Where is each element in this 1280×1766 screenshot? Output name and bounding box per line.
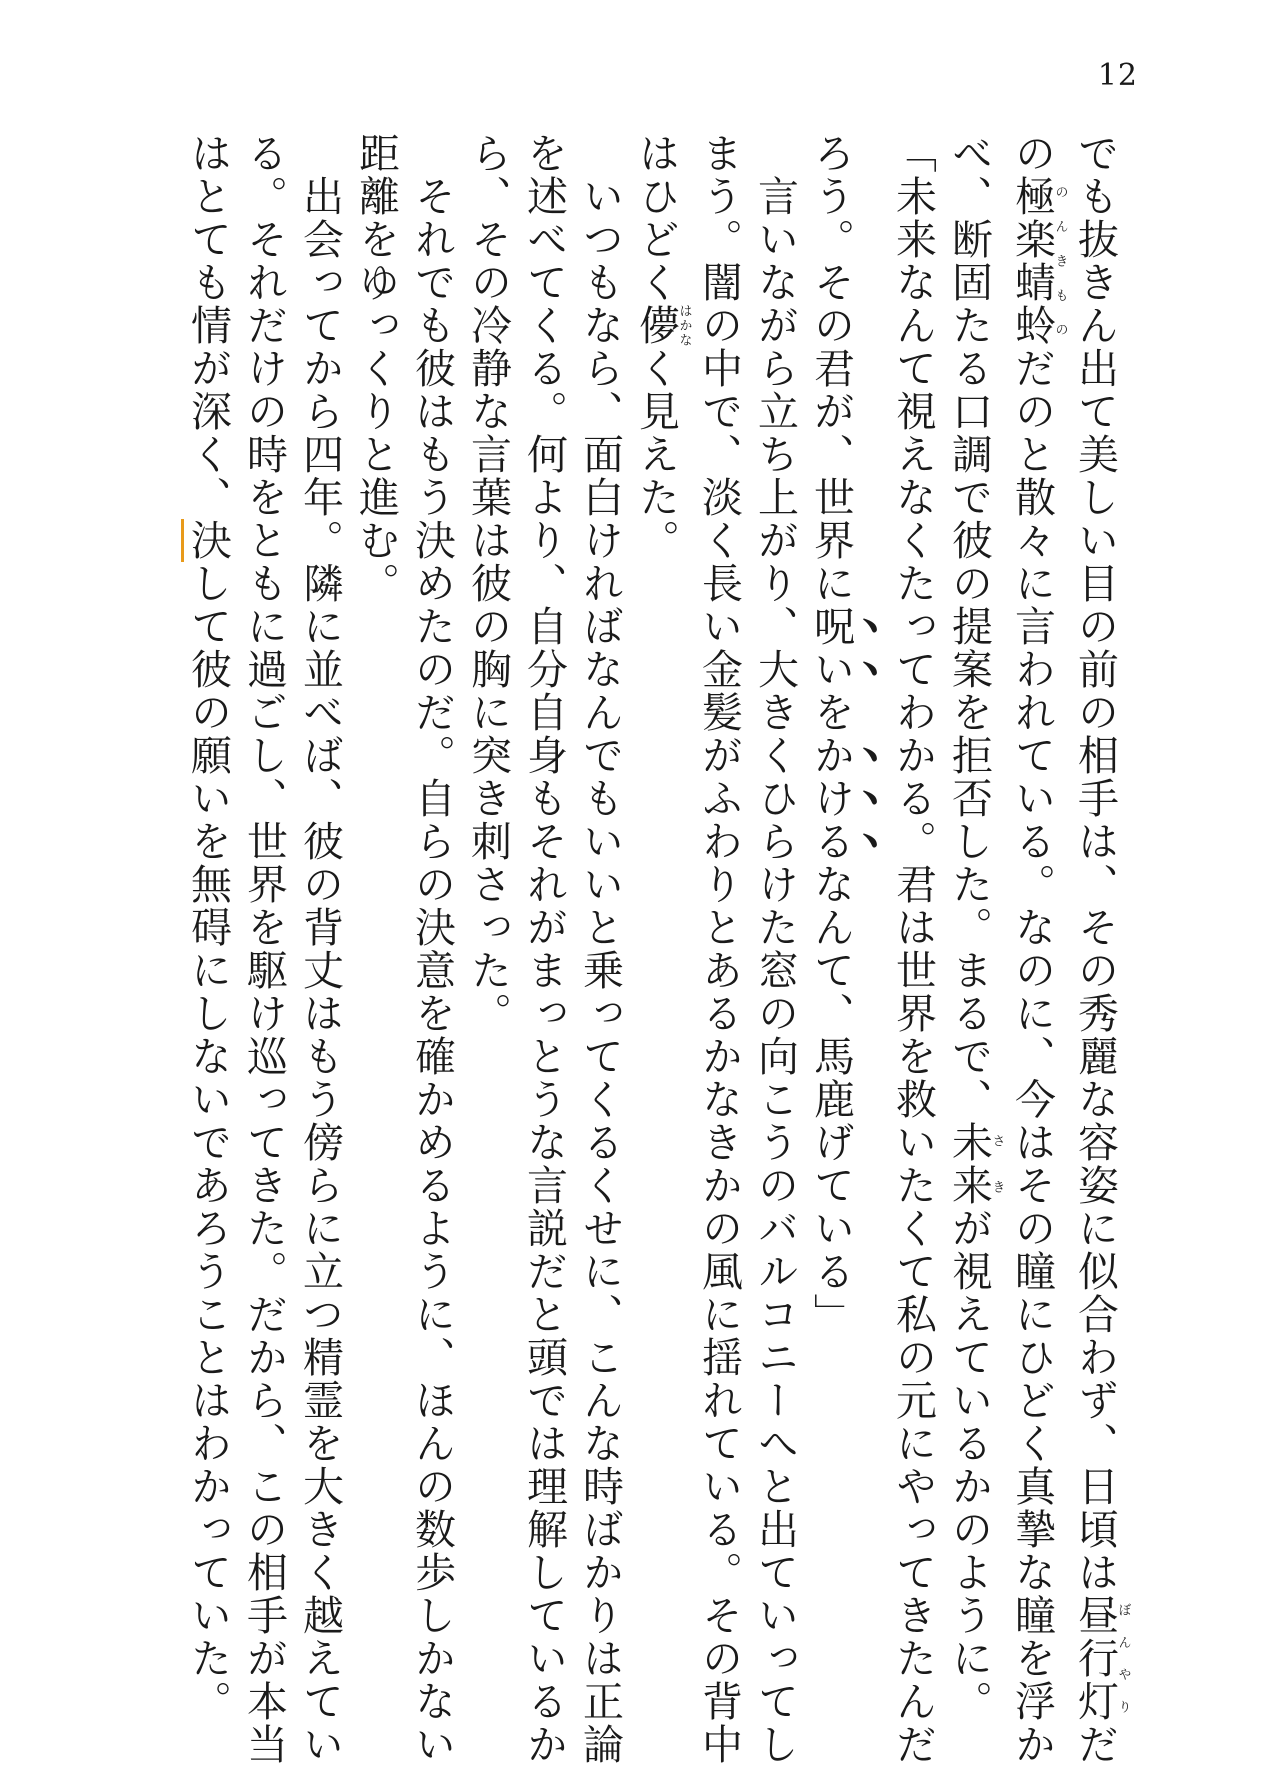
text-line	[941, 132, 1005, 1723]
text-line: いつもなら、面白ければなんでもいいと乗ってくるくせに、こんな時ばかりは正論	[576, 132, 624, 1766]
ruby-reading: ぼんやり	[1115, 1594, 1131, 1723]
text-segment: はとても情が深く、	[184, 132, 232, 519]
text-segment: ろう。その君が、世界に	[807, 132, 855, 605]
text-segment: なんて、馬鹿げている」	[807, 863, 855, 1336]
text-line	[803, 132, 885, 1572]
text-line	[180, 132, 236, 1723]
text-segment: の	[1008, 132, 1056, 175]
text-line	[1067, 132, 1131, 1766]
body-text	[180, 132, 1131, 1766]
text-line	[1004, 132, 1068, 1766]
text-line: ら、その冷静な言葉は彼の胸に突き刺さった。	[464, 132, 512, 1035]
ruby-base: 昼行灯	[1071, 1594, 1119, 1723]
ruby-base: 儚	[632, 304, 680, 347]
emphasis-text: 呪い	[807, 605, 855, 691]
text-line: 距離をゆっくりと進む。	[352, 132, 400, 605]
emphasis-text: かける	[807, 734, 855, 863]
text-line: を述べてくる。何より、自分自身もそれがまっとうな言説だと頭では理解しているか	[520, 132, 568, 1766]
ruby-word	[1071, 1594, 1131, 1723]
ruby-word	[1008, 175, 1068, 347]
text-segment: を	[807, 691, 855, 734]
ruby-word	[945, 1121, 1005, 1207]
text-segment: はひどく	[632, 132, 680, 304]
page-number: 12	[1097, 58, 1138, 93]
text-line: る。それだけの時をともに過ごし、世界を駆け巡ってきた。だから、この相手が本当	[240, 132, 288, 1766]
text-line	[628, 132, 691, 1572]
text-segment: して彼の願いを無碍にしないであろうことはわかっていた。	[184, 562, 232, 1723]
highlighted-character[interactable]: 決	[181, 519, 232, 562]
text-segment: だのと散々に言われている。なのに、今はその瞳にひどく真摯な瞳を浮か	[1008, 347, 1056, 1766]
text-segment: く見えた。	[632, 347, 680, 562]
ruby-reading: のんきもの	[1052, 175, 1068, 347]
text-line: それでも彼はもう決めたのだ。自らの決意を確かめるように、ほんの数歩しかない	[408, 132, 456, 1766]
text-segment: べ、断固たる口調で彼の提案を拒否した。まるで、	[945, 132, 993, 1121]
text-line: 言いながら立ち上がり、大きくひらけた窓の向こうのバルコニーへと出ていってし	[751, 132, 799, 1766]
text-line: まう。闇の中で、淡く長い金髪がふわりとあるかなきかの風に揺れている。その背中	[695, 132, 743, 1766]
ruby-word	[632, 304, 692, 347]
text-segment: が視えているかのように。	[945, 1207, 993, 1723]
ruby-base: 未来	[945, 1121, 993, 1207]
ruby-reading: さき	[989, 1121, 1005, 1207]
text-line: 「未来なんて視えなくたってわかる。君は世界を救いたくて私の元にやってきたんだ	[889, 132, 937, 1766]
ruby-reading: はかな	[676, 304, 692, 347]
text-segment: だ	[1071, 1723, 1119, 1766]
text-segment: でも抜きん出て美しい目の前の相手は、その秀麗な容姿に似合わず、日頃は	[1071, 132, 1119, 1594]
ruby-base: 極楽蜻蛉	[1008, 175, 1056, 347]
text-line: 出会ってから四年。隣に並べば、彼の背丈はもう傍らに立つ精霊を大きく越えてい	[296, 132, 344, 1766]
